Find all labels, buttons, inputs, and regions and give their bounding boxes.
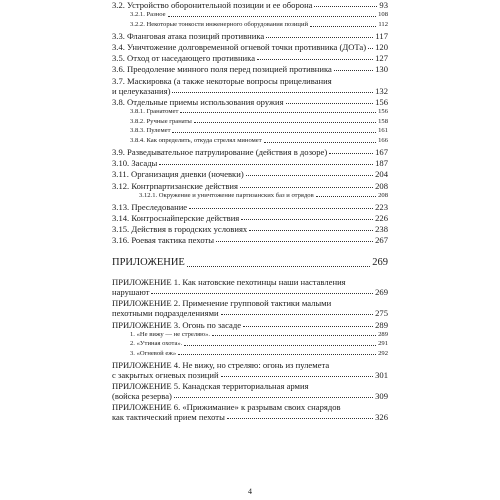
toc-page-number: 292 [378, 350, 388, 358]
toc-entry-text: 3.9. Разведывательное патрулирование (действия в дозоре) [112, 147, 328, 157]
toc-entry-text: 1. «Не вижу — не стреляю». [130, 330, 211, 338]
toc-entry-title [112, 202, 375, 212]
dot-leader [310, 26, 376, 27]
toc-entry-title [130, 11, 378, 20]
toc-page-number: 127 [375, 53, 388, 64]
dot-leader [249, 230, 373, 231]
toc-entry[interactable] [112, 53, 388, 63]
toc-entry-text: с закрытых огневых позиций [112, 369, 219, 380]
toc-entry-text: 3.8.4. Как определить, откуда стрелял миномет [130, 137, 262, 145]
toc-entry-title [112, 147, 375, 157]
toc-entry-text: 3.11. Организация дневки (ночевки) [112, 169, 244, 180]
toc-entry-line [112, 370, 375, 380]
dot-leader [172, 132, 376, 133]
toc-page-number: 156 [375, 96, 388, 107]
toc-entry-line [112, 147, 375, 157]
toc-page-number: 156 [378, 107, 388, 115]
toc-entry-title [112, 31, 375, 41]
toc-entry-text: (войска резерва) [112, 390, 172, 401]
toc-entry-line [112, 97, 375, 107]
toc-entry[interactable] [112, 158, 388, 168]
toc-page-number: 93 [379, 0, 388, 10]
toc-page-number: 226 [375, 212, 388, 223]
dot-leader [316, 196, 376, 197]
toc-entry-title [112, 76, 375, 96]
toc-entry-line [112, 0, 379, 10]
dot-leader [264, 142, 377, 143]
toc-entry-title [112, 64, 375, 74]
toc-entry-text: 3.8.1. Гранатомет [130, 107, 179, 115]
toc-page-number: 238 [375, 223, 388, 234]
toc-entry[interactable] [112, 181, 388, 191]
toc-entry-line [130, 127, 378, 136]
toc-entry[interactable] [112, 340, 388, 348]
toc-entry-title [130, 340, 378, 348]
toc-entry[interactable] [112, 224, 388, 234]
toc-entry[interactable] [112, 402, 388, 422]
toc-entry-line [112, 53, 375, 63]
toc-entry[interactable] [112, 298, 388, 318]
toc-entry-text: 3.14. Контроснайперские действия [112, 212, 240, 223]
toc-entry-line [130, 340, 378, 348]
toc-entry-line [130, 350, 378, 358]
toc-entry-title [130, 127, 378, 136]
toc-entry-line [112, 320, 375, 330]
toc-entry-title [112, 213, 375, 223]
toc-entry-text: 3.8.3. Пулемет [130, 127, 171, 135]
toc-page-number: 108 [378, 11, 388, 19]
toc-entry-text: 3.12. Контрпартизанские действия [112, 180, 238, 191]
toc-page-number: 112 [378, 20, 388, 28]
toc-entry-text: как тактический прием пехоты [112, 412, 225, 422]
toc-entry-title [112, 53, 375, 63]
toc-entry-line [112, 235, 375, 245]
toc-entry-text: 3.10. Засады [112, 158, 158, 169]
toc-entry-text: ПРИЛОЖЕНИЕ 1. Как натовские пехотинцы наши наставления [112, 277, 346, 288]
toc-page-number: 291 [378, 340, 388, 348]
dot-leader [184, 345, 376, 346]
toc-entry[interactable] [112, 11, 388, 20]
toc-entry[interactable] [112, 331, 388, 339]
toc-entry[interactable] [112, 0, 388, 10]
toc-entry[interactable] [112, 213, 388, 223]
dot-leader [159, 164, 373, 165]
dot-leader [227, 418, 373, 419]
toc-page-number: 204 [375, 169, 388, 180]
dot-leader [168, 16, 377, 17]
toc-entry-line [112, 213, 375, 223]
table-of-contents [112, 0, 388, 423]
toc-entry-title [130, 108, 378, 117]
toc-entry-title [130, 350, 378, 358]
toc-entry[interactable] [112, 21, 388, 30]
toc-entry-line [112, 402, 375, 412]
toc-page-number: 223 [375, 201, 388, 212]
toc-entry-line [112, 64, 375, 74]
dot-leader [243, 326, 373, 327]
toc-entry[interactable] [112, 42, 388, 52]
toc-entry-title [130, 118, 378, 127]
toc-entry-text: ПРИЛОЖЕНИЕ 3. Огонь по засаде [112, 319, 242, 330]
toc-entry-line [112, 381, 375, 391]
toc-page-number: 309 [375, 390, 388, 401]
toc-entry-text: 3.4. Уничтожение долговременной огневой точки противника (ДОТа) [112, 41, 367, 52]
toc-page-number: 275 [375, 308, 388, 319]
toc-entry-title [112, 158, 375, 168]
toc-page-number: 158 [378, 117, 388, 125]
toc-entry-line [112, 169, 375, 179]
toc-entry[interactable] [112, 360, 388, 380]
toc-entry[interactable] [112, 31, 388, 41]
dot-leader [212, 335, 376, 336]
toc-entry-text: нарушают [112, 287, 150, 298]
dot-leader [329, 153, 373, 154]
toc-entry-line [112, 224, 375, 234]
dot-leader [241, 219, 373, 220]
dot-leader [221, 314, 373, 315]
page-number: 4 [248, 487, 252, 496]
dot-leader [240, 187, 373, 188]
toc-entry-text: 3.12.1. Окружение и уничтожение партизанских баз и отрядов [139, 191, 314, 199]
dot-leader [187, 266, 370, 267]
toc-page-number: 167 [375, 147, 388, 157]
dot-leader [178, 354, 376, 355]
toc-entry-title [130, 331, 378, 339]
dot-leader [216, 241, 373, 242]
toc-entry-line [130, 118, 378, 127]
toc-entry-title [112, 0, 379, 10]
toc-page-number: 289 [375, 319, 388, 330]
toc-entry-line [112, 277, 375, 287]
toc-entry[interactable] [112, 108, 388, 117]
toc-entry-title [112, 402, 375, 422]
toc-entry[interactable] [112, 118, 388, 127]
toc-entry[interactable] [112, 97, 388, 107]
toc-entry-line [139, 192, 378, 201]
toc-entry-text: 3.2.1. Разное [130, 11, 166, 19]
dot-leader [180, 112, 376, 113]
toc-entry[interactable] [112, 137, 388, 146]
dot-leader [221, 376, 374, 377]
dot-leader [246, 175, 373, 176]
toc-entry-title [112, 298, 375, 318]
toc-entry-title [112, 42, 375, 52]
toc-entry-line [112, 202, 375, 212]
toc-entry-text: 2. «Утиная охота». [130, 340, 183, 348]
toc-entry-title [112, 320, 375, 330]
dot-leader [174, 397, 373, 398]
toc-entry-text: 3.8.2. Ручные гранаты [130, 117, 192, 125]
dot-leader [286, 103, 374, 104]
toc-page-number: 269 [372, 257, 388, 269]
toc-entry-line [112, 158, 375, 168]
toc-entry-text: 3.15. Действия в городских условиях [112, 223, 248, 234]
toc-entry-text: ПРИЛОЖЕНИЕ 6. «Прижимание» к разрывам своих снарядов [112, 402, 341, 412]
toc-entry-title [112, 169, 375, 179]
toc-entry-text: 3. «Огневой еж» [130, 350, 177, 358]
toc-entry-title [130, 137, 378, 146]
toc-page-number: 166 [378, 137, 388, 145]
toc-entry[interactable] [112, 64, 388, 74]
toc-entry-title [112, 360, 375, 380]
toc-page-number: 187 [375, 158, 388, 169]
toc-entry[interactable] [112, 202, 388, 212]
toc-entry-text: 3.5. Отход от наседающего противника [112, 53, 256, 64]
toc-entry-text: 3.6. Преодоление минного поля перед позицией противника [112, 64, 332, 75]
toc-entry-line [112, 42, 375, 52]
toc-page-number: 208 [378, 191, 388, 199]
toc-entry[interactable] [112, 277, 388, 297]
toc-page-number: 208 [375, 180, 388, 191]
toc-entry-title [112, 381, 375, 401]
toc-page-number: 132 [375, 85, 388, 96]
toc-entry[interactable] [112, 127, 388, 136]
toc-entry-text: ПРИЛОЖЕНИЕ 2. Применение групповой тактики малыми [112, 298, 332, 309]
appendix-heading[interactable] [112, 256, 388, 270]
toc-entry-text: 3.3. Фланговая атака позиций противника [112, 30, 265, 41]
toc-entry-title [112, 235, 375, 245]
toc-page-number: 117 [375, 30, 388, 41]
toc-entry-title [112, 97, 375, 107]
toc-entry[interactable] [112, 147, 388, 157]
toc-entry[interactable] [112, 235, 388, 245]
toc-entry-line [130, 331, 378, 339]
dot-leader [257, 59, 373, 60]
toc-entry-line [130, 21, 378, 30]
toc-page-number: 267 [375, 235, 388, 246]
toc-entry[interactable] [112, 169, 388, 179]
toc-entry-text: 3.2.2. Некоторые тонкости инженерного оборудования позиций [130, 20, 309, 28]
toc-entry-line [130, 108, 378, 117]
dot-leader [151, 293, 373, 294]
toc-entry[interactable] [112, 320, 388, 330]
toc-entry-text: 3.2. Устройство оборонительной позиции и ее оборона [112, 0, 313, 10]
toc-page-number: 269 [375, 287, 388, 298]
toc-entry-line [112, 412, 375, 422]
toc-entry[interactable] [112, 192, 388, 201]
toc-entry-title [112, 224, 375, 234]
toc-page-number: 326 [375, 412, 388, 422]
toc-entry-title [112, 181, 375, 191]
toc-entry-text: ПРИЛОЖЕНИЕ [112, 257, 185, 269]
toc-entry-line [112, 308, 375, 318]
toc-entry-line [112, 181, 375, 191]
toc-entry-line [112, 287, 375, 297]
dot-leader [314, 6, 377, 7]
toc-page-number: 130 [375, 64, 388, 75]
toc-entry[interactable] [112, 381, 388, 401]
toc-entry-title [139, 192, 378, 201]
toc-entry-line [112, 256, 372, 270]
toc-entry-title [112, 256, 372, 270]
toc-entry-text: пехотными подразделениями [112, 308, 219, 319]
dot-leader [189, 208, 373, 209]
toc-entry[interactable] [112, 76, 388, 96]
toc-entry-title [112, 277, 375, 297]
dot-leader [266, 37, 373, 38]
toc-entry-line [112, 31, 375, 41]
toc-entry-text: 3.7. Маскировка (а также некоторые вопросы прицеливания [112, 75, 332, 86]
toc-page-number: 161 [378, 127, 388, 135]
toc-entry-line [112, 298, 375, 308]
toc-entry-title [130, 21, 378, 30]
toc-entry-text: 3.8. Отдельные приемы использования оружия [112, 96, 284, 107]
toc-entry-line [130, 137, 378, 146]
toc-page-number: 289 [378, 330, 388, 338]
dot-leader [368, 48, 373, 49]
toc-page-number: 301 [375, 369, 388, 380]
dot-leader [194, 122, 376, 123]
toc-entry-line [130, 11, 378, 20]
toc-entry[interactable] [112, 350, 388, 358]
toc-entry-line [112, 86, 375, 96]
toc-entry-text: 3.16. Роевая тактика пехоты [112, 235, 215, 246]
toc-entry-text: и целеуказания) [112, 85, 171, 96]
dot-leader [334, 70, 373, 71]
toc-page-number: 120 [375, 41, 388, 52]
toc-entry-line [112, 76, 375, 86]
toc-entry-text: ПРИЛОЖЕНИЕ 5. Канадская территориальная армия [112, 380, 309, 391]
toc-entry-text: 3.13. Преследование [112, 201, 188, 212]
toc-entry-text: ПРИЛОЖЕНИЕ 4. Не вижу, но стреляю: огонь из пулемета [112, 359, 330, 370]
toc-entry-line [112, 360, 375, 370]
toc-entry-line [112, 391, 375, 401]
dot-leader [172, 92, 373, 93]
